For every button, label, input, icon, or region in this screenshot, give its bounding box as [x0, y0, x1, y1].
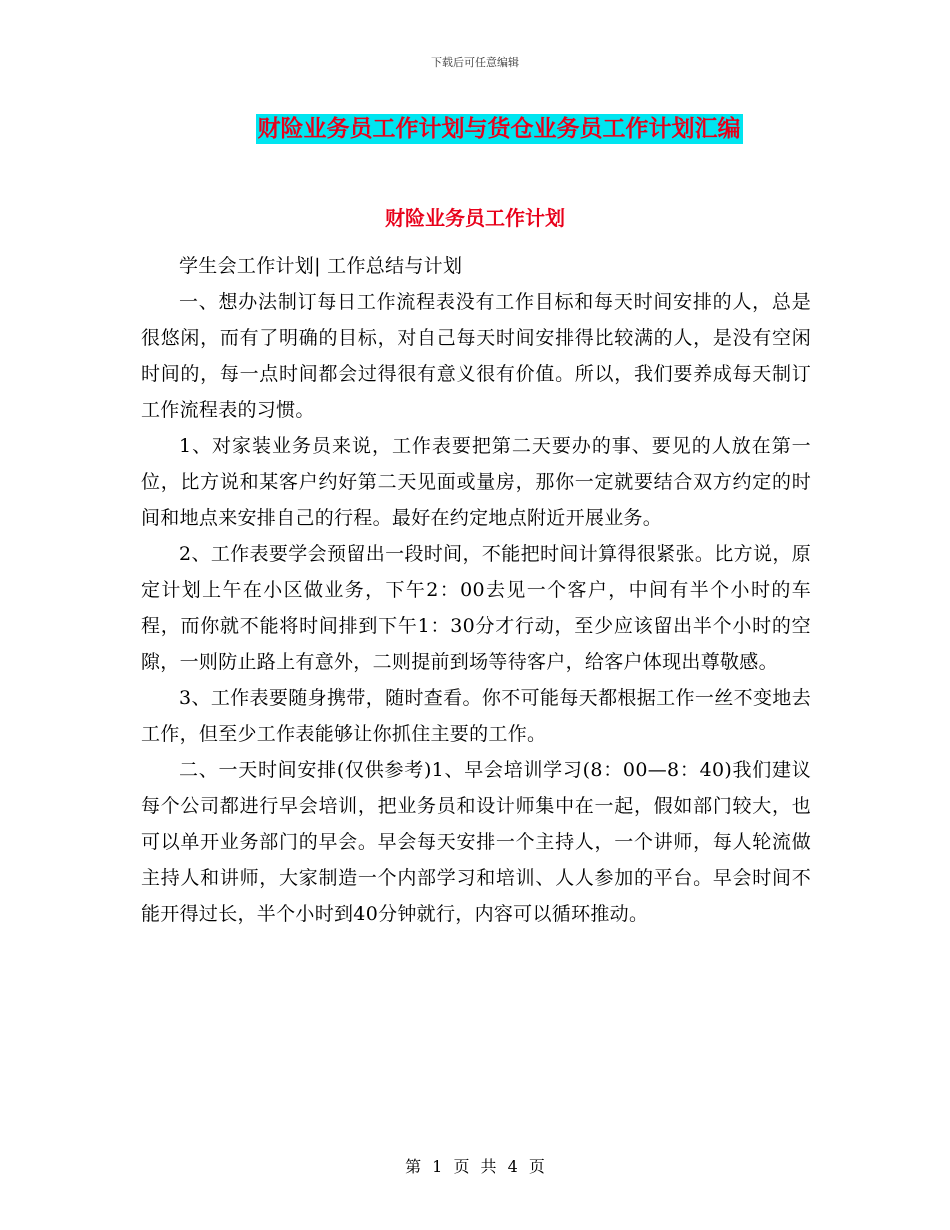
- document-body: [141, 248, 811, 932]
- paragraph: 一、想办法制订每日工作流程表没有工作目标和每天时间安排的人，总是很悠闲，而有了明确的目标，对自己每天时间安排得比较满的人，是没有空闲时间的，每一点时间都会过得很有意义很有价值。所以，我们要养成每天制订工作流程表的习惯。: [141, 291, 811, 421]
- paragraph: 3、工作表要随身携带，随时查看。你不可能每天都根据工作一丝不变地去工作，但至少工作表能够让你抓住主要的工作。: [141, 687, 811, 745]
- paragraph: 1、对家装业务员来说，工作表要把第二天要办的事、要见的人放在第一位，比方说和某客户约好第二天见面或量房，那你一定就要结合双方约定的时间和地点来安排自己的行程。最好在约定地点附近开展业务。: [141, 435, 811, 529]
- paragraph: 2、工作表要学会预留出一段时间，不能把时间计算得很紧张。比方说，原定计划上午在小区做业务，下午2：00去见一个客户，中间有半个小时的车程，而你就不能将时间排到下午1：30分才行动，至少应该留出半个小时的空隙，一则防止路上有意外，二则提前到场等待客户，给客户体现出尊敬感。: [141, 543, 811, 673]
- page-number: 第 1 页 共 4 页: [405, 1157, 545, 1176]
- header-note: 下载后可任意编辑: [431, 56, 519, 69]
- document-title: 财险业务员工作计划与货仓业务员工作计划汇编: [257, 116, 741, 142]
- section-title: 财险业务员工作计划: [385, 206, 565, 230]
- paragraph: 二、一天时间安排(仅供参考)1、早会培训学习(8：00—8：40)我们建议每个公司都进行早会培训，把业务员和设计师集中在一起，假如部门较大，也可以单开业务部门的早会。早会每天安排一个主持人，一个讲师，每人轮流做主持人和讲师，大家制造一个内部学习和培训、人人参加的平台。早会时间不能开得过长，半个小时到40分钟就行，内容可以循环推动。: [141, 759, 811, 925]
- paragraph-subtitle: 学生会工作计划| 工作总结与计划: [179, 255, 463, 277]
- document-title-wrapper: [0, 114, 950, 144]
